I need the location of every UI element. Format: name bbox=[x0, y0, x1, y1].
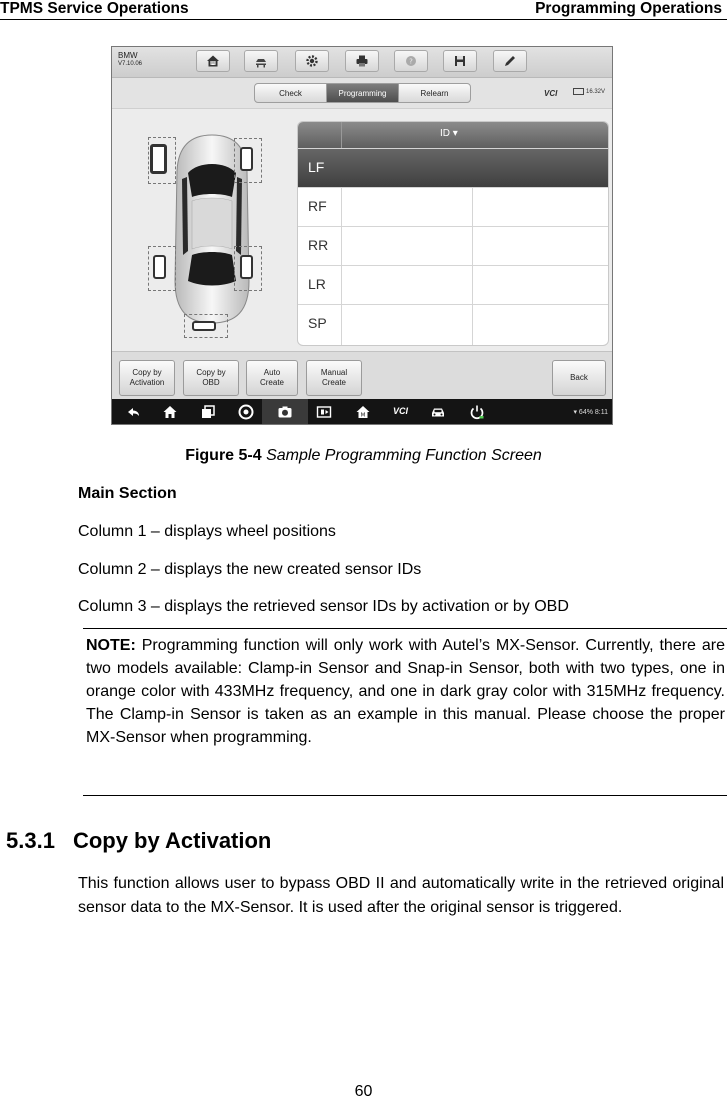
save-icon bbox=[453, 54, 467, 68]
home-icon bbox=[162, 404, 178, 420]
m-home-icon bbox=[355, 404, 371, 420]
android-nav-bar bbox=[112, 399, 612, 425]
section-heading bbox=[6, 828, 271, 854]
note-label: NOTE: bbox=[86, 637, 136, 654]
table-header bbox=[298, 122, 608, 148]
vci-status: VCI bbox=[544, 89, 558, 98]
running-header-right: Programming Operations bbox=[535, 0, 722, 17]
top-toolbar bbox=[112, 47, 612, 78]
settings-button[interactable] bbox=[295, 50, 329, 72]
note-box bbox=[83, 628, 727, 796]
home-nav-button[interactable] bbox=[162, 404, 178, 420]
print-button[interactable] bbox=[345, 50, 379, 72]
svg-text:?: ? bbox=[409, 57, 413, 66]
vehicle-brand bbox=[118, 51, 142, 69]
page-number: 60 bbox=[354, 1083, 373, 1100]
edit-icon bbox=[503, 54, 517, 68]
status-battery: 64% bbox=[578, 409, 593, 416]
section-paragraph: This function allows user to bypass OBD II and automatically write in the retrieved original sensor data to the MX-Sensor. It is used after the original sensor is triggered. bbox=[78, 875, 724, 916]
sensor-id-table bbox=[298, 122, 608, 345]
save-button[interactable] bbox=[443, 50, 477, 72]
spare-sensor-icon[interactable] bbox=[192, 321, 216, 331]
status-area bbox=[573, 408, 608, 416]
battery-voltage bbox=[573, 88, 605, 95]
figure-title: Sample Programming Function Screen bbox=[266, 447, 542, 464]
column-3-description: Column 3 – displays the retrieved sensor IDs by activation or by OBD bbox=[78, 598, 569, 615]
lr-sensor-icon[interactable] bbox=[153, 255, 166, 279]
home-icon bbox=[206, 54, 220, 68]
copy-by-obd-button[interactable]: Copy by OBD bbox=[183, 360, 239, 396]
svg-text:M: M bbox=[360, 412, 366, 419]
tab-programming[interactable]: Programming bbox=[326, 83, 399, 103]
printer-icon bbox=[355, 54, 369, 68]
figure-label: Figure 5-4 bbox=[185, 447, 262, 464]
wheel-position: SP bbox=[308, 315, 327, 331]
car-lift-button[interactable] bbox=[244, 50, 278, 72]
power-nav-button[interactable] bbox=[469, 404, 485, 420]
power-icon bbox=[469, 404, 485, 420]
column-divider-2 bbox=[472, 187, 473, 345]
software-version: V7.10.06 bbox=[118, 61, 143, 67]
recent-apps-button[interactable] bbox=[200, 404, 216, 420]
gear-icon bbox=[305, 54, 319, 68]
home-button[interactable] bbox=[196, 50, 230, 72]
battery-icon bbox=[573, 88, 584, 95]
bottom-button-bar bbox=[112, 351, 612, 400]
section-title: Copy by Activation bbox=[72, 828, 272, 853]
tab-check[interactable]: Check bbox=[254, 83, 327, 103]
svg-text:M: M bbox=[211, 60, 215, 66]
display-button[interactable] bbox=[316, 404, 332, 420]
rr-sensor-icon[interactable] bbox=[240, 255, 253, 279]
table-row[interactable] bbox=[298, 187, 608, 226]
camera-icon bbox=[277, 404, 293, 420]
wheel-position: LF bbox=[308, 159, 325, 175]
header-divider bbox=[341, 122, 342, 148]
help-button[interactable] bbox=[394, 50, 428, 72]
note-body: Programming function will only work with Autel’s MX-Sensor. Currently, there are two models available: Clamp-in Sensor and Snap-in Sensor, both with two types, one in orange color with 433MHz frequency, and one in dark gray color with 315MHz frequency. The Clamp-in Sensor is taken as an example in this manual. Please choose the proper MX-Sensor when programming. bbox=[86, 637, 725, 746]
copy-by-activation-button[interactable]: Copy by Activation bbox=[119, 360, 175, 396]
browser-button[interactable] bbox=[238, 404, 254, 420]
manual-create-button[interactable]: Manual Create bbox=[306, 360, 362, 396]
recent-apps-icon bbox=[200, 404, 216, 420]
table-row[interactable] bbox=[298, 148, 608, 187]
status-time: 8:11 bbox=[594, 409, 608, 416]
header-rule bbox=[0, 19, 727, 20]
table-row[interactable] bbox=[298, 226, 608, 265]
table-row[interactable] bbox=[298, 304, 608, 343]
autel-home-button[interactable] bbox=[355, 404, 371, 420]
column-2-description: Column 2 – displays the new created sensor IDs bbox=[78, 561, 422, 578]
back-button[interactable]: Back bbox=[552, 360, 606, 396]
vci-nav-button[interactable]: VCI bbox=[393, 406, 409, 416]
figure-screenshot bbox=[111, 46, 613, 425]
main-section-title: Main Section bbox=[78, 485, 177, 502]
screen-record-icon bbox=[316, 404, 332, 420]
wheel-position: RF bbox=[308, 198, 327, 214]
wheel-position: RR bbox=[308, 237, 329, 253]
help-icon bbox=[404, 54, 418, 68]
auto-create-button[interactable]: Auto Create bbox=[246, 360, 298, 396]
section-number: 5.3.1 bbox=[6, 828, 55, 853]
wifi-icon: ▾ bbox=[573, 409, 577, 416]
running-header-left: TPMS Service Operations bbox=[0, 0, 189, 17]
lf-sensor-icon[interactable] bbox=[150, 144, 167, 174]
figure-caption bbox=[0, 447, 727, 465]
back-nav-button[interactable] bbox=[125, 404, 141, 420]
brand-name: BMW bbox=[118, 51, 138, 60]
vehicle-nav-button[interactable] bbox=[430, 404, 446, 420]
battery-voltage-value: 16.32V bbox=[586, 88, 606, 95]
edit-button[interactable] bbox=[493, 50, 527, 72]
column-divider-1 bbox=[341, 187, 342, 345]
back-arrow-icon bbox=[125, 404, 141, 420]
note-text bbox=[86, 634, 725, 749]
chrome-icon bbox=[238, 404, 254, 420]
rf-sensor-icon[interactable] bbox=[240, 147, 253, 171]
car-lift-icon bbox=[254, 54, 268, 68]
function-tab-bar bbox=[112, 78, 612, 109]
wheel-position: LR bbox=[308, 276, 326, 292]
screenshot-button[interactable] bbox=[277, 404, 293, 420]
id-column-header[interactable]: ID ▾ bbox=[440, 128, 458, 139]
tab-relearn[interactable]: Relearn bbox=[398, 83, 471, 103]
table-row[interactable] bbox=[298, 265, 608, 304]
column-1-description: Column 1 – displays wheel positions bbox=[78, 523, 336, 540]
car-icon bbox=[430, 404, 446, 420]
